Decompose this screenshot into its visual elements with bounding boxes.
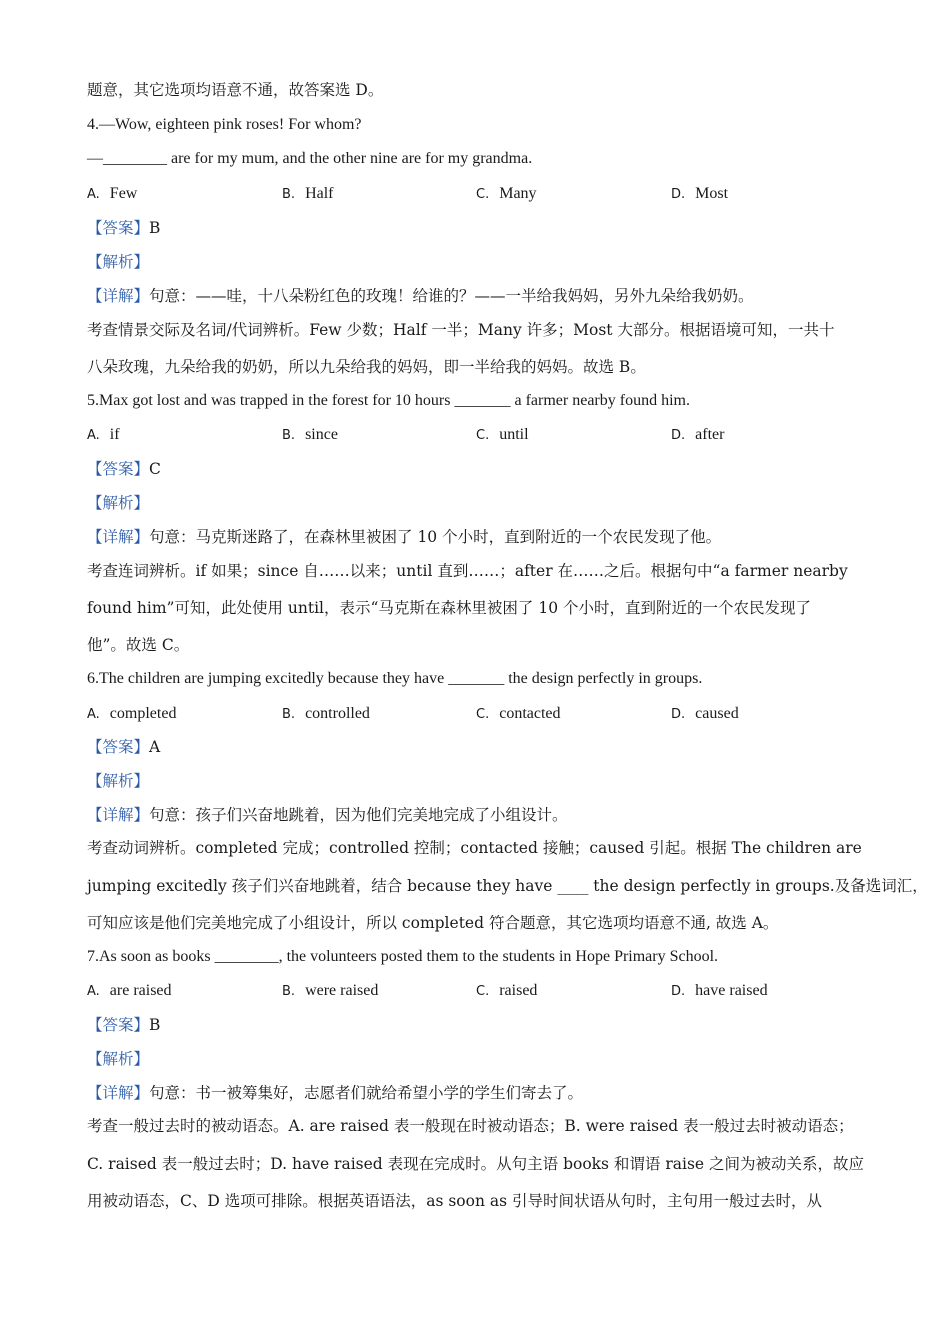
- option-letter: B.: [282, 428, 296, 443]
- option-letter: A.: [87, 428, 100, 443]
- question-5: 5.Max got lost and was trapped in the forest for 10 hours _______ a farmer nearby found him.: [87, 392, 690, 409]
- option-letter: D.: [671, 428, 686, 443]
- q5-option-a: [87, 425, 120, 446]
- q5-option-c: [476, 425, 529, 446]
- detail-text: 句意：——哇，十八朵粉红色的玫瑰！给谁的？——一半给我妈妈，另外九朵给我奶奶。: [149, 287, 754, 305]
- text-line: 题意，其它选项均语意不通，故答案选 D。: [87, 81, 384, 99]
- q4-option-b: [282, 184, 334, 205]
- option-letter: D.: [671, 707, 686, 722]
- option-text: contacted: [499, 705, 561, 722]
- detail-tag: 【详解】: [87, 1084, 150, 1102]
- option-letter: C.: [476, 187, 490, 202]
- option-letter: C.: [476, 428, 490, 443]
- answer-tag: 【答案】: [87, 219, 150, 237]
- q4-option-c: [476, 184, 537, 205]
- q5-option-b: [282, 425, 338, 446]
- option-letter: A.: [87, 187, 100, 202]
- option-letter: D.: [671, 187, 686, 202]
- detail-text: 句意：孩子们兴奋地跳着，因为他们完美地完成了小组设计。: [149, 806, 568, 824]
- option-letter: C.: [476, 707, 490, 722]
- option-letter: B.: [282, 707, 296, 722]
- q6-analysis: [87, 771, 149, 791]
- q5-detail-2: 考查连词辨析。if 如果；since 自……以来；until 直到……；after 在……之后。根据句中“a farmer nearby: [87, 562, 848, 580]
- q4-option-a: [87, 184, 137, 205]
- q7-answer: [87, 1015, 160, 1035]
- option-text: since: [305, 426, 338, 443]
- answer-tag: 【答案】: [87, 460, 150, 478]
- q5-option-d: [671, 425, 724, 446]
- q4-analysis: [87, 252, 149, 272]
- q6-answer: [87, 737, 160, 757]
- q6-detail-1: [87, 805, 568, 825]
- q7-detail-4: 用被动语态，C、D 选项可排除。根据英语语法，as soon as 引导时间状语从句时，主句用一般过去时，从: [87, 1192, 822, 1210]
- analysis-tag: 【解析】: [87, 494, 150, 512]
- q4-option-d: [671, 184, 728, 205]
- q7-option-b: [282, 981, 378, 1002]
- detail-tag: 【详解】: [87, 806, 150, 824]
- q6-detail-3: jumping excitedly 孩子们兴奋地跳着，结合 because they have ____ the design perfectly in groups.及备选词汇，: [87, 877, 928, 895]
- option-text: until: [499, 426, 529, 443]
- answer-value: B: [149, 219, 161, 237]
- question-7: 7.As soon as books ________, the volunteers posted them to the students in Hope Primary School.: [87, 948, 719, 965]
- question-6: 6.The children are jumping excitedly because they have _______ the design perfectly in groups.: [87, 670, 703, 687]
- option-text: controlled: [305, 705, 370, 722]
- q7-detail-2: 考查一般过去时的被动语态。A. are raised 表一般现在时被动语态；B. were raised 表一般过去时被动语态；: [87, 1117, 854, 1135]
- option-text: Many: [499, 185, 537, 202]
- q7-analysis: [87, 1049, 149, 1069]
- option-letter: A.: [87, 984, 100, 999]
- option-text: after: [695, 426, 725, 443]
- option-letter: A.: [87, 707, 100, 722]
- detail-text: 句意：马克斯迷路了，在森林里被困了 10 个小时，直到附近的一个农民发现了他。: [149, 528, 722, 546]
- option-letter: B.: [282, 187, 296, 202]
- q5-analysis: [87, 493, 149, 513]
- answer-tag: 【答案】: [87, 1016, 150, 1034]
- answer-tag: 【答案】: [87, 738, 150, 756]
- q4-detail-3: 八朵玫瑰，九朵给我的奶奶，所以九朵给我的妈妈，即一半给我的妈妈。故选 B。: [87, 358, 646, 376]
- answer-value: A: [149, 738, 161, 756]
- option-text: completed: [109, 705, 177, 722]
- option-letter: C.: [476, 984, 490, 999]
- option-text: if: [109, 426, 120, 443]
- option-text: are raised: [109, 982, 172, 999]
- option-text: Most: [695, 185, 729, 202]
- detail-tag: 【详解】: [87, 287, 150, 305]
- analysis-tag: 【解析】: [87, 1050, 150, 1068]
- q6-option-b: [282, 704, 370, 725]
- q7-option-a: [87, 981, 172, 1002]
- q6-detail-4: 可知应该是他们完美地完成了小组设计，所以 completed 符合题意，其它选项均语意不通, 故选 A。: [87, 914, 779, 932]
- question-4-line-2: —________ are for my mum, and the other nine are for my grandma.: [87, 150, 533, 167]
- option-text: Few: [109, 185, 138, 202]
- option-text: have raised: [695, 982, 768, 999]
- detail-tag: 【详解】: [87, 528, 150, 546]
- answer-value: B: [149, 1016, 161, 1034]
- q6-detail-2: 考查动词辨析。completed 完成；controlled 控制；contacted 接触；caused 引起。根据 The children are: [87, 839, 862, 857]
- option-text: caused: [695, 705, 739, 722]
- q4-answer: [87, 218, 160, 238]
- q4-detail-1: [87, 286, 754, 306]
- detail-text: 句意：书一被筹集好，志愿者们就给希望小学的学生们寄去了。: [149, 1084, 584, 1102]
- question-4: 4.—Wow, eighteen pink roses! For whom?: [87, 116, 362, 133]
- option-letter: D.: [671, 984, 686, 999]
- q7-detail-3: C. raised 表一般过去时；D. have raised 表现在完成时。从句主语 books 和谓语 raise 之间为被动关系，故应: [87, 1155, 865, 1173]
- q4-detail-2: 考查情景交际及名词/代词辨析。Few 少数；Half 一半；Many 许多；Most 大部分。根据语境可知，一共十: [87, 321, 835, 339]
- q6-option-c: [476, 704, 561, 725]
- analysis-tag: 【解析】: [87, 253, 150, 271]
- answer-value: C: [149, 460, 161, 478]
- option-text: were raised: [305, 982, 379, 999]
- option-letter: B.: [282, 984, 296, 999]
- q5-detail-1: [87, 527, 721, 547]
- q5-answer: [87, 459, 161, 479]
- q7-detail-1: [87, 1083, 583, 1103]
- option-text: Half: [305, 185, 334, 202]
- q7-option-c: [476, 981, 537, 1002]
- option-text: raised: [499, 982, 538, 999]
- q5-detail-3: found him”可知，此处使用 until，表示“马克斯在森林里被困了 10 个小时，直到附近的一个农民发现了: [87, 599, 811, 617]
- q5-detail-4: 他”。故选 C。: [87, 636, 190, 654]
- q6-option-a: [87, 704, 176, 725]
- q7-option-d: [671, 981, 768, 1002]
- analysis-tag: 【解析】: [87, 772, 150, 790]
- q6-option-d: [671, 704, 739, 725]
